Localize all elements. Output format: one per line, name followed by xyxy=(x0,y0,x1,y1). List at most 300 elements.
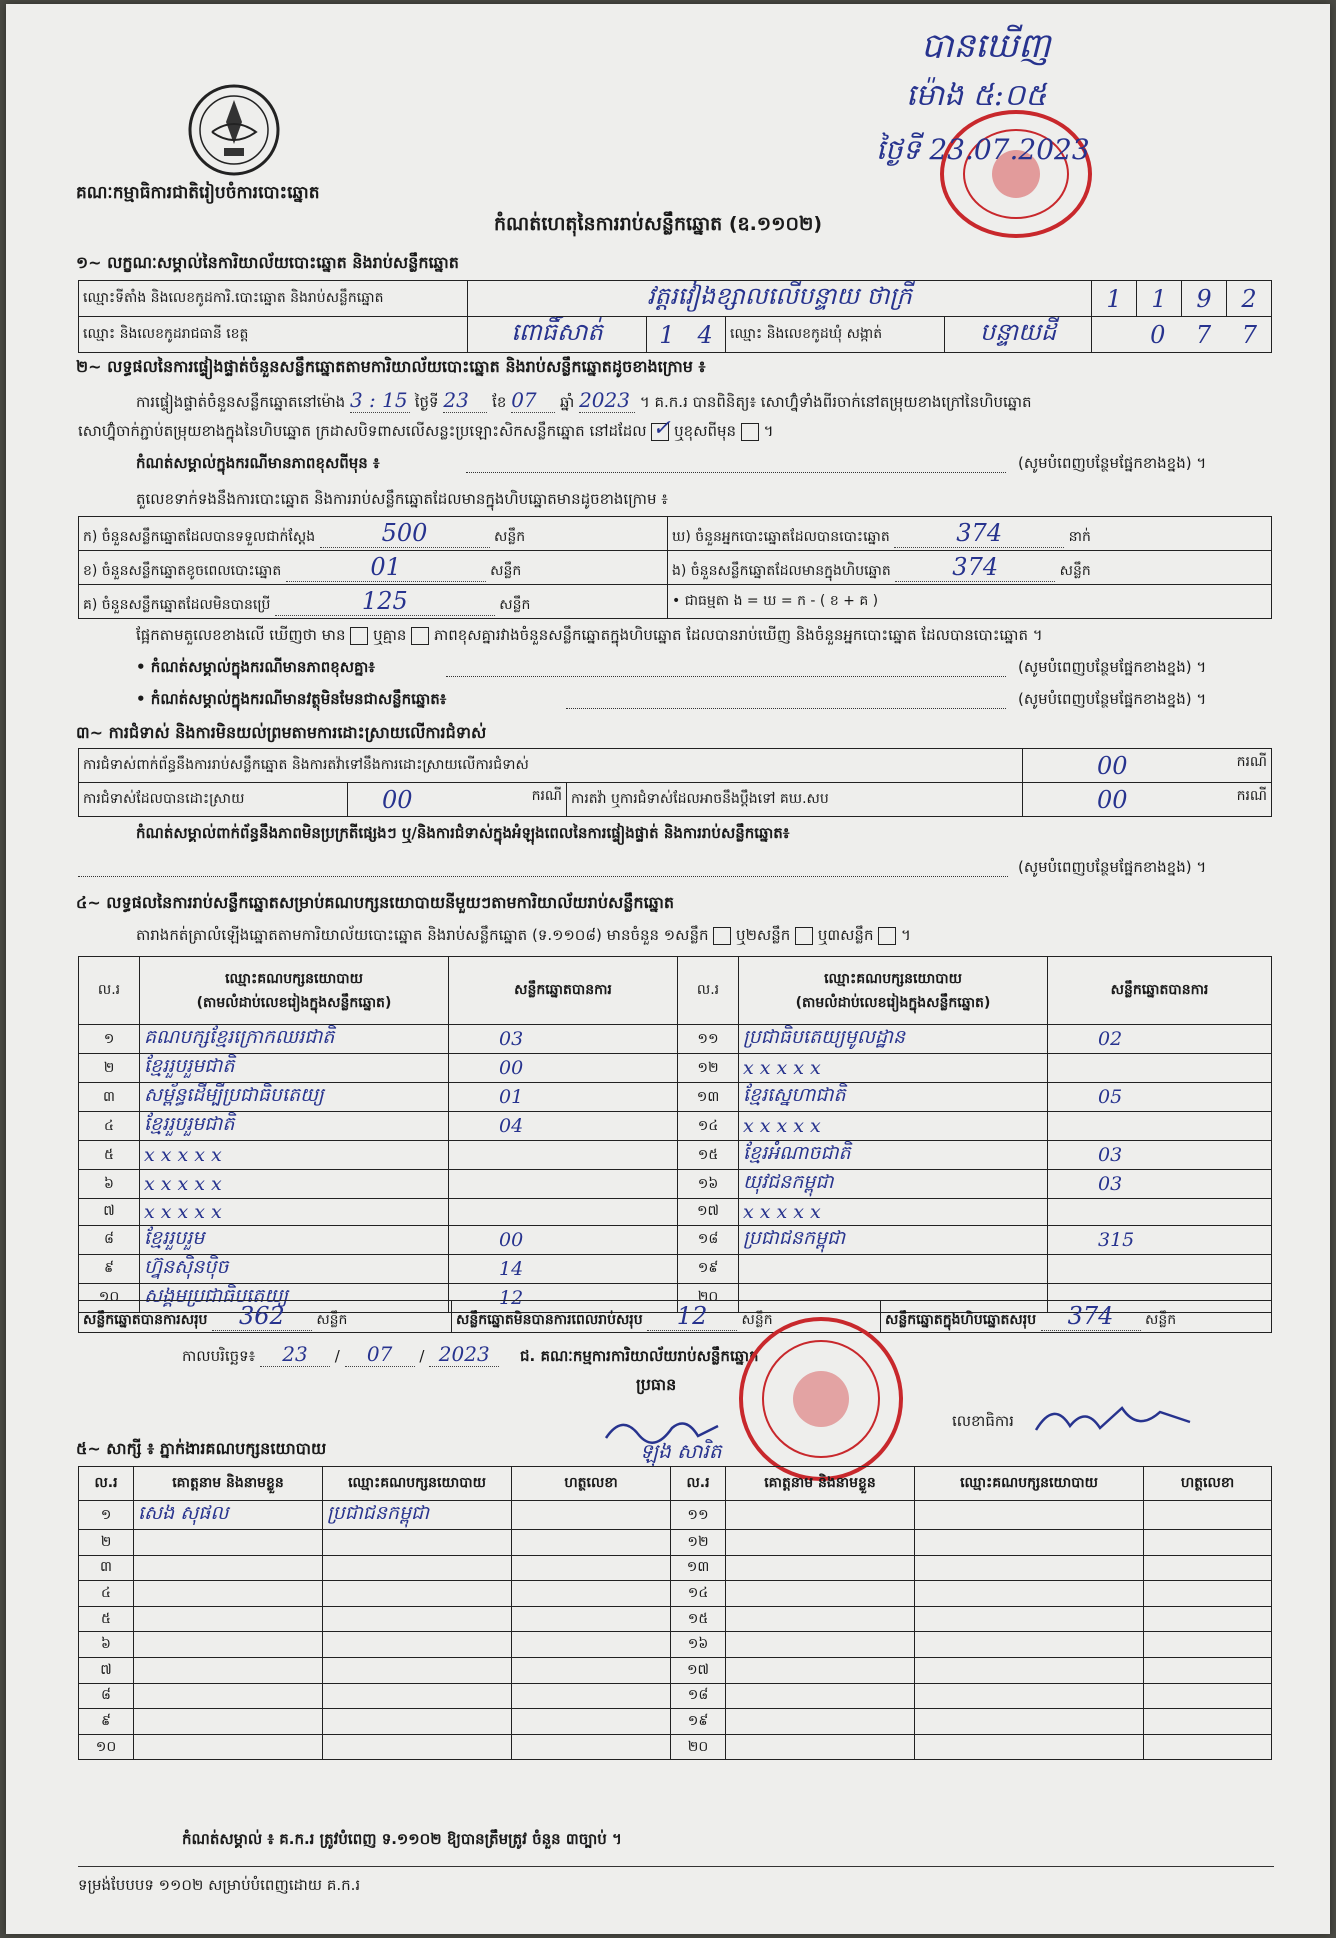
compare-text-b: ឬគ្មាន xyxy=(373,626,407,644)
witness-no: ៧ xyxy=(79,1657,134,1683)
party-no: ១៩ xyxy=(678,1254,739,1283)
witness-no: ៦ xyxy=(79,1632,134,1658)
witness-col-party: ឈ្មោះគណបក្សនយោបាយ xyxy=(915,1467,1144,1501)
code-digit: 1 xyxy=(659,320,675,349)
party-name: x x x x x xyxy=(140,1170,449,1199)
party-votes xyxy=(449,1199,678,1226)
witness-no: ៤ xyxy=(79,1581,134,1607)
party-votes: 00 xyxy=(449,1054,678,1083)
witness-name xyxy=(726,1683,915,1709)
party-name: ខ្មែរស្នេហាជាតិ xyxy=(739,1083,1048,1112)
party-no: ៦ xyxy=(79,1170,140,1199)
objections-table xyxy=(78,748,1272,817)
counts-intro: តួលេខទាក់ទងនឹងការបោះឆ្នោត និងការរាប់សន្លឹកឆ្នោតដែលមានក្នុងហិបឆ្នោតមានដូចខាងក្រោម ៖ xyxy=(136,490,668,508)
party-no: ៨ xyxy=(79,1225,140,1254)
unit: សន្លឹក xyxy=(494,529,526,545)
witness-party xyxy=(915,1683,1144,1709)
verification-line1 xyxy=(136,388,1032,415)
results-row xyxy=(79,1225,1272,1254)
section1-table xyxy=(78,280,1272,353)
party-no: ១ xyxy=(79,1025,140,1054)
nec-emblem xyxy=(186,82,282,178)
witness-signature xyxy=(1144,1709,1272,1735)
tally-intro xyxy=(136,926,911,948)
count-gh-label: ឃ) ចំនួនអ្នកបោះឆ្នោតដែលបានបោះឆ្នោត xyxy=(672,529,890,545)
party-name: ប្រជាជនកម្ពុជា xyxy=(739,1225,1048,1254)
tally-intro-end: ។ xyxy=(901,926,911,944)
form-footer: ទម្រង់បែបបទ ១១០២ សម្រាប់បំពេញដោយ គ.ក.រ xyxy=(78,1876,361,1894)
witness-no: ៥ xyxy=(79,1606,134,1632)
party-name: គណបក្សខ្មែរក្រោកឈរជាតិ xyxy=(140,1025,449,1054)
verification-text-d: ឆ្នាំ xyxy=(559,393,575,411)
party-votes: 12 xyxy=(449,1283,678,1312)
witness-party xyxy=(915,1501,1144,1530)
code-digit: 4 xyxy=(697,320,713,349)
date-month: 07 xyxy=(345,1342,415,1367)
objection-row1-value: 00 xyxy=(1097,751,1128,780)
party-no: ៥ xyxy=(79,1141,140,1170)
party-no: ១០ xyxy=(79,1283,140,1312)
note-line xyxy=(466,472,1006,473)
witness-name xyxy=(134,1555,323,1581)
witness-party xyxy=(323,1683,512,1709)
witness-no: ១១ xyxy=(671,1501,726,1530)
objection-row2-cell2 xyxy=(1023,783,1272,817)
witness-name xyxy=(726,1501,915,1530)
party-votes xyxy=(1048,1054,1272,1083)
note-fill-hint: (សូមបំពេញបន្ថែមផ្នែកខាងខ្នង) ។ xyxy=(1018,454,1207,472)
count-gh-value: 374 xyxy=(894,519,1064,548)
witness-signature xyxy=(1144,1683,1272,1709)
witness-name xyxy=(726,1657,915,1683)
objection-row2-label: ការជំទាស់ដែលបានដោះស្រាយ xyxy=(79,783,348,817)
party-votes: 00 xyxy=(449,1225,678,1254)
party-votes xyxy=(1048,1254,1272,1283)
verification-text-c: ខែ xyxy=(492,393,507,411)
section5-title: ៥~ សាក្សី ៖ ភ្នាក់ងារគណបក្សនយោបាយ xyxy=(76,1439,327,1458)
section2-title: ២~ លទ្ធផលនៃការផ្ទៀងផ្ទាត់ចំនួនសន្លឹកឆ្នោតតាមការិយាល័យបោះឆ្នោត និងរាប់សន្លឹកឆ្នោតដូចខាងក្រោម ៖ xyxy=(76,357,706,376)
compare-line xyxy=(136,626,1043,648)
witness-name xyxy=(726,1734,915,1760)
col-party-title: ឈ្មោះគណបក្សនយោបាយ xyxy=(225,970,363,987)
verification-text-a: ការផ្ទៀងផ្ទាត់ចំនួនសន្លឹកឆ្នោតនៅម៉ោង xyxy=(136,393,346,411)
party-no: ២ xyxy=(79,1054,140,1083)
witness-row xyxy=(79,1632,1272,1658)
party-votes xyxy=(1048,1112,1272,1141)
witness-name xyxy=(134,1581,323,1607)
witness-signature xyxy=(512,1555,671,1581)
province-code xyxy=(647,317,726,353)
code-digit: 7 xyxy=(1195,320,1212,349)
note-line xyxy=(446,676,1006,677)
three-sheet-checkbox[interactable] xyxy=(878,927,896,945)
witness-signature xyxy=(1144,1606,1272,1632)
witness-name: សេង សុផល xyxy=(134,1501,323,1530)
witness-party xyxy=(323,1581,512,1607)
witness-signature xyxy=(1144,1581,1272,1607)
official-stamp-middle xyxy=(736,1314,906,1484)
col-party-title: ឈ្មោះគណបក្សនយោបាយ xyxy=(824,970,962,987)
witness-no: ១៧ xyxy=(671,1657,726,1683)
col-no-header: ល.រ xyxy=(678,957,739,1025)
witness-row xyxy=(79,1555,1272,1581)
note-line xyxy=(78,876,1008,877)
party-votes: 03 xyxy=(1048,1170,1272,1199)
witness-name xyxy=(726,1555,915,1581)
unit-case: ករណី xyxy=(1236,787,1267,804)
witness-signature xyxy=(512,1657,671,1683)
witness-signature xyxy=(1144,1555,1272,1581)
results-table xyxy=(78,956,1272,1313)
party-votes xyxy=(449,1141,678,1170)
witness-party xyxy=(323,1734,512,1760)
code-cell: 1 xyxy=(1092,281,1137,317)
party-votes: 05 xyxy=(1048,1083,1272,1112)
total-invalid-value: 12 xyxy=(647,1302,737,1331)
unit: នាក់ xyxy=(1068,529,1091,545)
witness-signature xyxy=(512,1709,671,1735)
note-nonballot: • កំណត់សម្គាល់ក្នុងករណីមានវត្ថុមិនមែនជាសន្លឹកឆ្នោត៖ xyxy=(136,690,447,708)
col-votes-header: សន្លឹកឆ្នោតបានការ xyxy=(1048,957,1272,1025)
witness-col-no: ល.រ xyxy=(671,1467,726,1501)
party-no: ១២ xyxy=(678,1054,739,1083)
count-kh-value: 01 xyxy=(286,553,486,582)
witness-col-sign: ហត្ថលេខា xyxy=(512,1467,671,1501)
objection-row1-cell xyxy=(1023,749,1272,783)
different-checkbox[interactable] xyxy=(741,423,759,441)
witness-signature xyxy=(512,1530,671,1556)
note-diff: • កំណត់សម្គាល់ក្នុងករណីមានភាពខុសគ្នា៖ xyxy=(136,658,375,676)
total-box-label: សន្លឹកឆ្នោតក្នុងហិបឆ្នោតសរុប xyxy=(885,1312,1037,1328)
total-box-value: 374 xyxy=(1041,1302,1141,1331)
code-cell: 2 xyxy=(1227,281,1272,317)
witness-name xyxy=(726,1606,915,1632)
party-name xyxy=(739,1254,1048,1283)
witness-party xyxy=(323,1657,512,1683)
note-fill-hint: (សូមបំពេញបន្ថែមផ្នែកខាងខ្នង) ។ xyxy=(1018,658,1207,676)
org-name: គណៈកម្មាធិការជាតិរៀបចំការបោះឆ្នោត xyxy=(76,183,320,203)
party-name: x x x x x xyxy=(739,1199,1048,1226)
compare-text-c: ភាពខុសគ្នារវាងចំនួនសន្លឹកឆ្នោតក្នុងហិបឆ្នោត ដែលបានរាប់ឃើញ និងចំនួនអ្នកបោះឆ្នោត ដែលបានបោះឆ្នោត ។ xyxy=(433,626,1043,644)
chair-name: ឡុង សារិត xyxy=(640,1439,722,1463)
note-fill-hint: (សូមបំពេញបន្ថែមផ្នែកខាងខ្នង) ។ xyxy=(1018,690,1207,708)
witness-party xyxy=(323,1530,512,1556)
no-diff-checkbox[interactable] xyxy=(411,627,429,645)
party-name: x x x x x xyxy=(739,1054,1048,1083)
same-checkbox[interactable]: ✓ xyxy=(652,415,671,441)
witness-no: ១០ xyxy=(79,1734,134,1760)
party-name: សម្ព័ន្ធដើម្បីប្រជាធិបតេយ្យ xyxy=(140,1083,449,1112)
results-row xyxy=(79,1170,1272,1199)
section3-title: ៣~ ការជំទាស់ និងការមិនយល់ព្រមតាមការដោះស្រាយលើការជំទាស់ xyxy=(76,723,487,742)
witness-name xyxy=(134,1683,323,1709)
witness-party xyxy=(915,1734,1144,1760)
witness-signature xyxy=(512,1683,671,1709)
witness-party: ប្រជាជនកម្ពុជា xyxy=(323,1501,512,1530)
has-diff-checkbox[interactable] xyxy=(350,627,368,645)
section1-row1-label: ឈ្មោះទីតាំង និងលេខកូដការិ.បោះឆ្នោត និងរាប់សន្លឹកឆ្នោត xyxy=(79,281,468,317)
code-cell: 9 xyxy=(1182,281,1227,317)
party-no: ១៣ xyxy=(678,1083,739,1112)
code-digit: 7 xyxy=(1241,320,1257,349)
official-stamp-top xyxy=(936,104,1096,244)
witness-party xyxy=(915,1606,1144,1632)
section4-title: ៤~ លទ្ធផលនៃការរាប់សន្លឹកឆ្នោតសម្រាប់គណបក្សនយោបាយនីមួយៗតាមការិយាល័យរាប់សន្លឹកឆ្នោត xyxy=(76,893,675,912)
witness-no: ១៦ xyxy=(671,1632,726,1658)
note-different: កំណត់សម្គាល់ក្នុងករណីមានភាពខុសពីមុន ៖ xyxy=(136,454,380,472)
results-row xyxy=(79,1199,1272,1226)
witness-party xyxy=(915,1555,1144,1581)
results-totals xyxy=(78,1300,1272,1333)
count-kh xyxy=(79,551,668,585)
count-ng-label: ង) ចំនួនសន្លឹកឆ្នោតដែលមានក្នុងហិបឆ្នោត xyxy=(672,563,891,579)
party-no: ៣ xyxy=(79,1083,140,1112)
count-g-label: គ) ចំនួនសន្លឹកឆ្នោតដែលមិនបានប្រើ xyxy=(83,597,271,613)
witness-name xyxy=(726,1709,915,1735)
witness-signature xyxy=(1144,1734,1272,1760)
objection-row2-value2: 00 xyxy=(1097,785,1128,814)
witness-signature xyxy=(1144,1657,1272,1683)
objection-row2-cell xyxy=(348,783,567,817)
unit: សន្លឹក xyxy=(1144,1312,1177,1328)
results-row xyxy=(79,1083,1272,1112)
different-label: ឬខុសពីមុន xyxy=(674,422,737,440)
objection-row2-value: 00 xyxy=(382,785,413,814)
party-votes xyxy=(449,1170,678,1199)
code-digit: 0 xyxy=(1150,320,1166,349)
witness-party xyxy=(323,1632,512,1658)
witness-party xyxy=(915,1657,1144,1683)
witness-signature xyxy=(512,1581,671,1607)
two-sheet-checkbox[interactable] xyxy=(795,927,813,945)
date-label: កាលបរិច្ឆេទ៖ xyxy=(182,1347,256,1365)
witness-no: ១៨ xyxy=(671,1683,726,1709)
count-ng-value: 374 xyxy=(895,553,1055,582)
party-no: ៤ xyxy=(79,1112,140,1141)
witness-col-party: ឈ្មោះគណបក្សនយោបាយ xyxy=(323,1467,512,1501)
party-no: ១៤ xyxy=(678,1112,739,1141)
party-no: ១៧ xyxy=(678,1199,739,1226)
compare-text-a: ផ្អែកតាមតួលេខខាងលើ ឃើញថា មាន xyxy=(136,626,346,644)
results-row xyxy=(79,1054,1272,1083)
unit: សន្លឹក xyxy=(490,563,522,579)
party-name: យុវជនកម្ពុជា xyxy=(739,1170,1048,1199)
witness-name xyxy=(134,1632,323,1658)
party-votes: 04 xyxy=(449,1112,678,1141)
party-name: សង្គមប្រជាធិបតេយ្យ xyxy=(140,1283,449,1312)
section1-title: ១~ លក្ខណៈសម្គាល់នៃការិយាល័យបោះឆ្នោត និងរាប់សន្លឹកឆ្នោត xyxy=(76,253,459,272)
witness-signature xyxy=(512,1632,671,1658)
note-fill-hint: (សូមបំពេញបន្ថែមផ្នែកខាងខ្នង) ។ xyxy=(1018,858,1207,876)
witness-name xyxy=(134,1657,323,1683)
count-ng xyxy=(668,551,1272,585)
party-votes xyxy=(1048,1199,1272,1226)
party-no: ២០ xyxy=(678,1283,739,1312)
witness-row xyxy=(79,1606,1272,1632)
witness-name xyxy=(134,1530,323,1556)
witness-signature xyxy=(1144,1632,1272,1658)
witness-row xyxy=(79,1501,1272,1530)
party-name: ខ្មែរអំណាចជាតិ xyxy=(739,1141,1048,1170)
formula: • ជាធម្មតា ង = ឃ = ក - ( ខ + គ ) xyxy=(668,585,1272,619)
witness-col-no: ល.រ xyxy=(79,1467,134,1501)
chair-label: ប្រធាន xyxy=(636,1375,677,1394)
witness-row xyxy=(79,1734,1272,1760)
unit: សន្លឹក xyxy=(1059,563,1091,579)
unit: សន្លឹក xyxy=(316,1312,348,1328)
witness-row xyxy=(79,1683,1272,1709)
witness-table xyxy=(78,1466,1272,1760)
code-cell: 1 xyxy=(1137,281,1182,317)
col-party-sub: (តាមលំដាប់លេខរៀងក្នុងសន្លឹកឆ្នោត) xyxy=(196,994,392,1011)
secretary-label: លេខាធិការ xyxy=(952,1412,1014,1430)
count-gh xyxy=(668,517,1272,551)
tally-intro-b: ឬ២សន្លឹក xyxy=(736,926,791,944)
witness-no: ១៥ xyxy=(671,1606,726,1632)
results-row xyxy=(79,1254,1272,1283)
count-k xyxy=(79,517,668,551)
col-party-header xyxy=(140,957,449,1025)
party-name: x x x x x xyxy=(739,1112,1048,1141)
witness-name xyxy=(726,1530,915,1556)
note-line xyxy=(566,708,1006,709)
stamp-handwriting-2: ម៉ោង ៥:០៥ xyxy=(906,78,1047,113)
results-row xyxy=(79,1025,1272,1054)
witness-no: ៣ xyxy=(79,1555,134,1581)
witness-name xyxy=(726,1632,915,1658)
party-no: ១៦ xyxy=(678,1170,739,1199)
section1-row1-value: វត្តរវៀងខ្សាលលើបន្ទាយ ថាក្រី xyxy=(468,281,1092,317)
footer-divider xyxy=(78,1866,1274,1867)
tally-intro-text: តារាងកត់ត្រាលំឡើងឆ្នោតតាមការិយាល័យបោះឆ្នោត និងរាប់សន្លឹកឆ្នោត (ទ.១១០៨) មានចំនួន ១សន្លឹក xyxy=(136,926,709,944)
time-value: 3 : 15 xyxy=(350,388,410,413)
witness-party xyxy=(915,1632,1144,1658)
stamp-handwriting-3: ថ្ងៃទី 23.07.2023 xyxy=(876,133,1090,166)
col-no-header: ល.រ xyxy=(79,957,140,1025)
committee-label: ជ. គណៈកម្មការការិយាល័យរាប់សន្លឹកឆ្នោត xyxy=(520,1347,759,1365)
party-name: x x x x x xyxy=(140,1141,449,1170)
party-votes: 03 xyxy=(1048,1141,1272,1170)
witness-row xyxy=(79,1530,1272,1556)
party-no: ៧ xyxy=(79,1199,140,1226)
count-g-value: 125 xyxy=(275,587,495,616)
objection-row1-label: ការជំទាស់ពាក់ព័ន្ធនឹងការរាប់សន្លឹកឆ្នោត និងការតវ៉ាទៅនឹងការដោះស្រាយលើការជំទាស់ xyxy=(79,749,1023,783)
witness-no: ១៤ xyxy=(671,1581,726,1607)
witness-no: ៨ xyxy=(79,1683,134,1709)
party-no: ១១ xyxy=(678,1025,739,1054)
form-title: កំណត់ហេតុនៃការរាប់សន្លឹកឆ្នោត (ឧ.១១០២) xyxy=(494,213,823,235)
witness-party xyxy=(323,1555,512,1581)
total-box xyxy=(881,1301,1272,1333)
witness-party xyxy=(915,1530,1144,1556)
count-g xyxy=(79,585,668,619)
party-no: ១៥ xyxy=(678,1141,739,1170)
total-valid-label: សន្លឹកឆ្នោតបានការសរុប xyxy=(83,1312,208,1328)
witness-party xyxy=(915,1709,1144,1735)
party-votes: 03 xyxy=(449,1025,678,1054)
province-value: ពោធិ៍សាត់ xyxy=(468,317,647,353)
party-votes: 315 xyxy=(1048,1225,1272,1254)
party-votes: 14 xyxy=(449,1254,678,1283)
witness-row xyxy=(79,1657,1272,1683)
date-day: 23 xyxy=(260,1342,330,1367)
party-name: ហ្វ៊ុនស៊ិនប៉ិច xyxy=(140,1254,449,1283)
month-value: 07 xyxy=(511,388,555,413)
witness-signature xyxy=(512,1501,671,1530)
party-name: ប្រជាធិបតេយ្យមូលដ្ឋាន xyxy=(739,1025,1048,1054)
stamp-handwriting-1: បានឃើញ xyxy=(921,26,1051,66)
witness-party xyxy=(323,1606,512,1632)
tally-intro-c: ឬ៣សន្លឹក xyxy=(817,926,874,944)
witness-party xyxy=(323,1709,512,1735)
commune-code xyxy=(1092,317,1272,353)
witness-no: ៩ xyxy=(79,1709,134,1735)
verification-text-e: ។ គ.ក.រ បានពិនិត្យ៖ សោហ្វ៊ុំទាំងពីរចាក់នៅតម្រុយខាងក្រៅនៃហិបឆ្នោត xyxy=(639,393,1032,411)
unit: សន្លឹក xyxy=(499,597,531,613)
date-year: 2023 xyxy=(429,1342,499,1367)
witness-name xyxy=(134,1734,323,1760)
witness-no: ១៣ xyxy=(671,1555,726,1581)
witness-row xyxy=(79,1709,1272,1735)
commune-value: បន្ទាយដី xyxy=(945,317,1092,353)
witness-signature xyxy=(512,1606,671,1632)
witness-col-sign: ហត្ថលេខា xyxy=(1144,1467,1272,1501)
total-invalid-label: សន្លឹកឆ្នោតមិនបានការពេលរាប់សរុប xyxy=(456,1312,643,1328)
verification-text-b: ថ្ងៃទី xyxy=(414,393,439,411)
witness-no: ១២ xyxy=(671,1530,726,1556)
party-votes: 02 xyxy=(1048,1025,1272,1054)
irregularity-note: កំណត់សម្គាល់ពាក់ព័ន្ធនឹងភាពមិនប្រក្រតីផ្សេងៗ ឬ/និងការជំទាស់ក្នុងអំឡុងពេលនៃការផ្ទៀងផ្ទាត់ និងការរាប់សន្លឹកឆ្នោត៖ xyxy=(136,824,790,842)
col-party-sub: (តាមលំដាប់លេខរៀងក្នុងសន្លឹកឆ្នោត) xyxy=(795,994,991,1011)
day-value: 23 xyxy=(443,388,487,413)
unit-case: ករណី xyxy=(1236,753,1267,770)
party-name: ខ្មែររួបរួមជាតិ xyxy=(140,1112,449,1141)
count-k-value: 500 xyxy=(320,519,490,548)
col-party-header xyxy=(739,957,1048,1025)
witness-no: ១៩ xyxy=(671,1709,726,1735)
one-sheet-checkbox[interactable] xyxy=(713,927,731,945)
party-name: x x x x x xyxy=(140,1199,449,1226)
count-kh-label: ខ) ចំនួនសន្លឹកឆ្នោតខូចពេលបោះឆ្នោត xyxy=(83,563,282,579)
witness-signature xyxy=(1144,1501,1272,1530)
results-row xyxy=(79,1141,1272,1170)
witness-name xyxy=(134,1709,323,1735)
commune-label: ឈ្មោះ និងលេខកូដឃុំ សង្កាត់ xyxy=(726,317,945,353)
year-value: 2023 xyxy=(579,388,635,413)
count-k-label: ក) ចំនួនសន្លឹកឆ្នោតដែលបានទទួលជាក់ស្តែង xyxy=(83,529,316,545)
footnote: កំណត់សម្គាល់ ៖ គ.ក.រ ត្រូវបំពេញ ទ.១១០២ ឱ្យបានត្រឹមត្រូវ ចំនួន ៣ច្បាប់ ។ xyxy=(182,1830,622,1848)
witness-no: ២០ xyxy=(671,1734,726,1760)
party-name: ខ្មែររួបរួមជាតិ xyxy=(140,1054,449,1083)
verification-line2-text: សោហ្វ៊ុំចាក់ភ្ជាប់តម្រុយខាងក្នុងនៃហិបឆ្នោត ក្រដាសបិទពាសលើសន្លះប្រឡោះសិកសន្លឹកឆ្នោត នៅដដែល xyxy=(78,422,647,440)
objection-row2-label2: ការតវ៉ា ឬការជំទាស់ដែលអាចនឹងប្តឹងទៅ គឃ.សប xyxy=(567,783,1023,817)
witness-name xyxy=(726,1581,915,1607)
witness-party xyxy=(915,1581,1144,1607)
unit-case: ករណី xyxy=(531,787,562,804)
witness-signature xyxy=(1144,1530,1272,1556)
witness-signature xyxy=(512,1734,671,1760)
party-no: ១៨ xyxy=(678,1225,739,1254)
date-line: កាលបរិច្ឆេទ៖ 23 / 07 / 2023 ជ. គណៈកម្មការការិយាល័យរាប់សន្លឹកឆ្នោត xyxy=(182,1342,759,1366)
party-name: ខ្មែររួបរួម xyxy=(140,1225,449,1254)
witness-col-name: គោត្តនាម និងនាមខ្លួន xyxy=(726,1467,915,1501)
line-end: ។ xyxy=(763,422,774,440)
witness-col-name: គោត្តនាម និងនាមខ្លួន xyxy=(134,1467,323,1501)
verification-line2 xyxy=(78,415,774,444)
party-votes: 01 xyxy=(449,1083,678,1112)
total-valid-value: 362 xyxy=(212,1302,312,1331)
counts-table xyxy=(78,516,1272,619)
